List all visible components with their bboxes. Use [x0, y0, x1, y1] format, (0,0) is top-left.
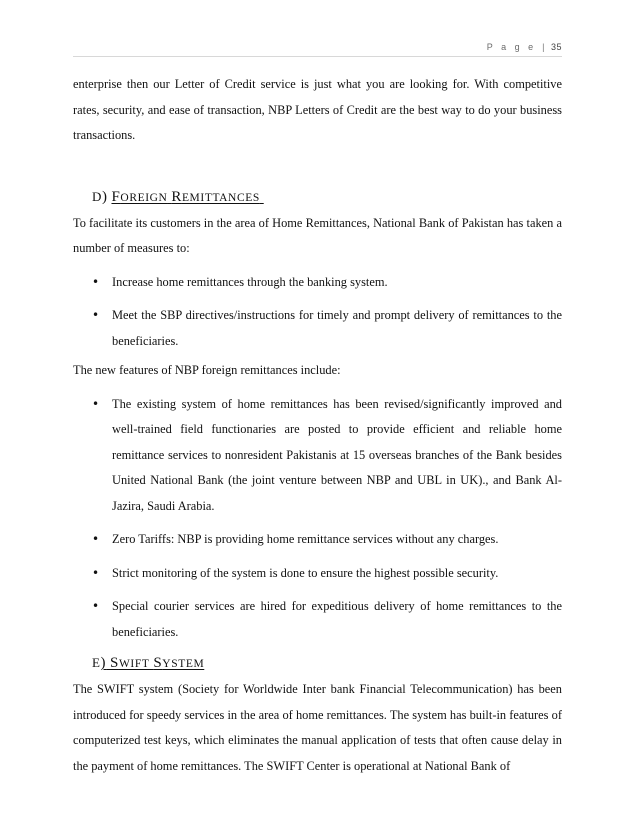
document-body: [73, 72, 562, 779]
section-d-title: FOREIGN REMITTANCES: [111, 188, 260, 205]
section-e-letter: E: [92, 655, 101, 670]
section-e-heading: [92, 653, 562, 674]
measures-list: [73, 270, 562, 355]
list-item: • Strict monitoring of the system is done to ensure the highest possible security.: [73, 561, 562, 587]
section-e-title: ) SWIFT SYSTEM: [100, 655, 205, 671]
bullet-icon: •: [92, 274, 100, 289]
section-e-body: The SWIFT system (Society for Worldwide Inter bank Financial Telecommunication) has been introduced for speedy services in the area of home remittances. The system has built-in features of computerized test keys, which eliminates the manual application of tests that often cause delay in the payment of home remittances. The SWIFT Center is operational at National Bank of: [73, 682, 562, 773]
bullet-icon: •: [92, 532, 100, 546]
intro-paragraph: enterprise then our Letter of Credit service is just what you are looking for. With competitive rates, security, and ease of transaction, NBP Letters of Credit are the best way to do your business transactions.: [73, 77, 562, 142]
list-item: • Meet the SBP directives/instructions for timely and prompt delivery of remittances to the beneficiaries.: [73, 303, 562, 354]
list-item: • Increase home remittances through the banking system.: [73, 270, 562, 296]
section-d-heading: [92, 187, 562, 208]
page-label: P a g e: [486, 42, 537, 52]
bullet-icon: •: [92, 565, 100, 580]
list-item: • Zero Tariffs: NBP is providing home remittance services without any charges.: [73, 527, 562, 553]
features-list: [73, 392, 562, 646]
list-item: • Special courier services are hired for expeditious delivery of home remittances to the beneficiaries.: [73, 594, 562, 645]
bullet-icon: •: [92, 599, 100, 613]
section-d-letter: D: [92, 188, 102, 204]
bullet-icon: •: [92, 396, 100, 411]
header-rule: [73, 56, 562, 57]
bullet-icon: •: [92, 308, 100, 322]
features-intro: The new features of NBP foreign remittances include:: [73, 363, 341, 377]
page-separator: |: [542, 42, 545, 52]
page-number: 35: [550, 42, 562, 52]
section-d-paren: ): [102, 188, 108, 205]
page-header: [73, 42, 562, 52]
list-item: • The existing system of home remittances has been revised/significantly improved and well-trained field functionaries are posted to provide efficient and reliable home remittance services to nonresident Pakistanis at 15 overseas branches of the Bank besides United National Bank (the joint venture between NBP and UBL in UK)., and Bank Al-Jazira, Saudi Arabia.: [73, 392, 562, 520]
section-d-intro: To facilitate its customers in the area of Home Remittances, National Bank of Pakistan has taken a number of measures to:: [73, 215, 562, 255]
